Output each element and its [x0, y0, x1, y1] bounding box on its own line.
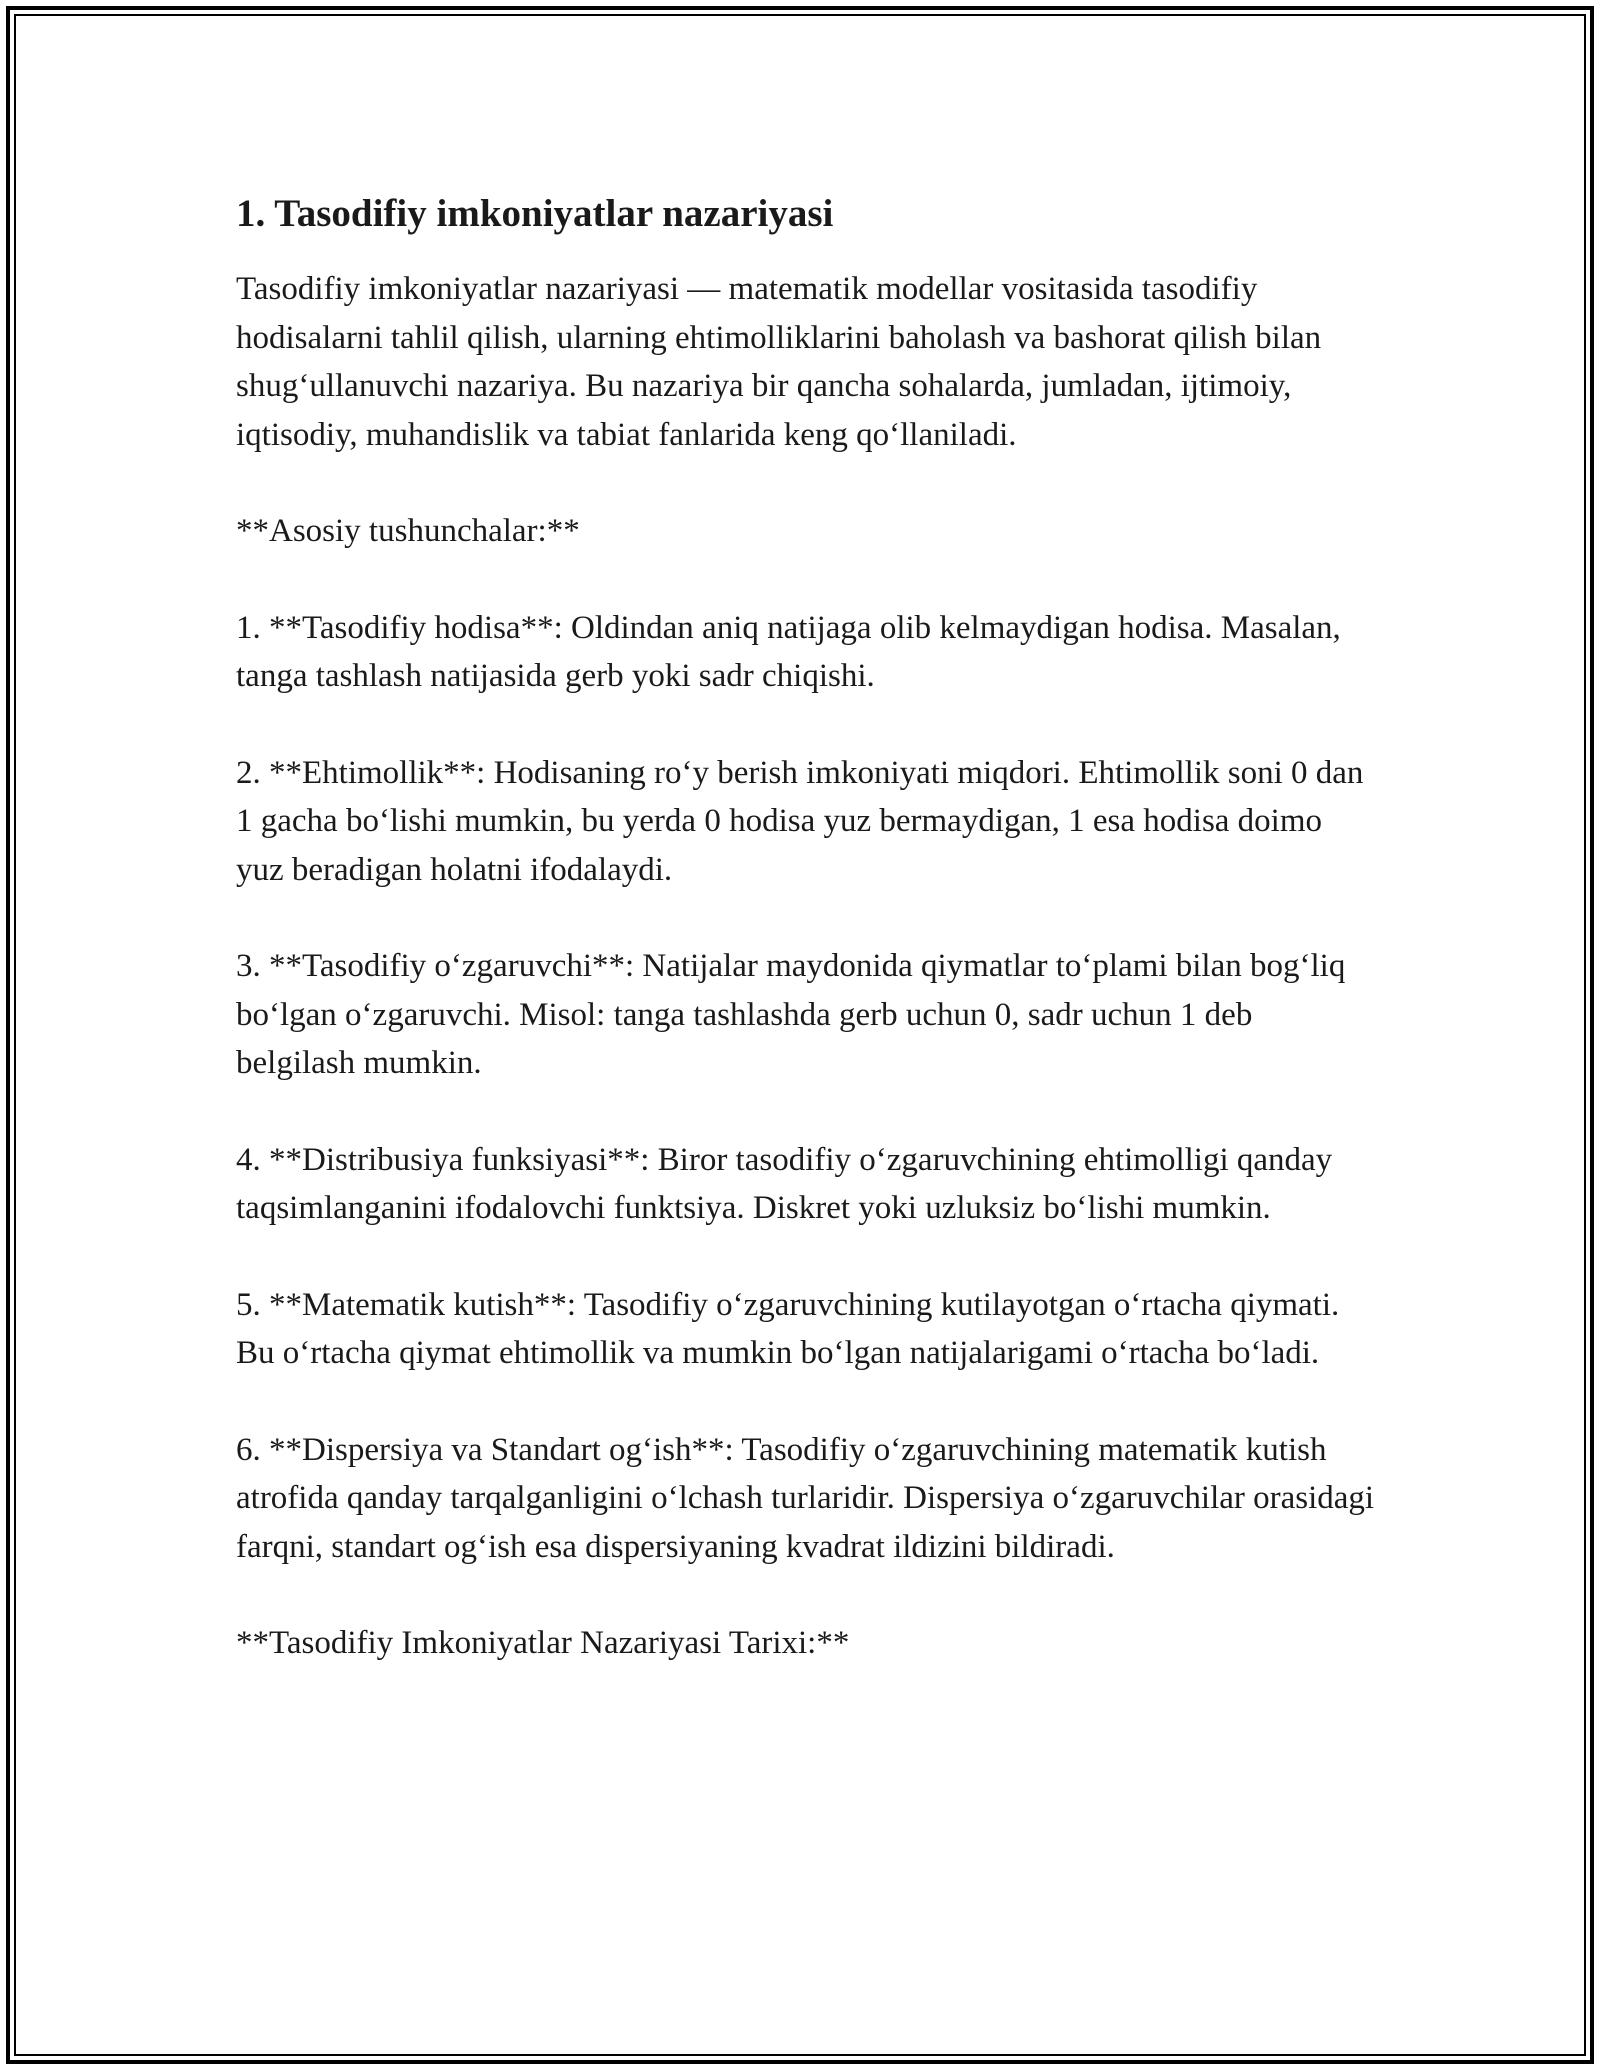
history-heading: **Tasodifiy Imkoniyatlar Nazariyasi Tarixi:**	[236, 1625, 850, 1661]
concept-item-2: 2. **Ehtimollik**: Hodisaning ro‘y berish imkoniyati miqdori. Ehtimollik soni 0 dan 1 gacha bo‘lishi mumkin, bu yerda 0 hodisa yuz bermaydigan, 1 esa hodisa doimo yuz beradigan holatni ifodalaydi.	[236, 754, 1364, 888]
concept-item-4: 4. **Distribusiya funksiyasi**: Biror tasodifiy o‘zgaruvchining ehtimolligi qanday taqsimlanganini ifodalovchi funktsiya. Diskret yoki uzluksiz bo‘lishi mumkin.	[236, 1141, 1333, 1226]
concept-item-6: 6. **Dispersiya va Standart og‘ish**: Tasodifiy o‘zgaruvchining matematik kutish atrofida qanday tarqalganligini o‘lchash turlaridir. Dispersiya o‘zgaruvchilar orasidagi farqni, standart og‘ish esa dispersiyaning kvadrat ildizini bildiradi.	[236, 1431, 1375, 1565]
concept-item-5: 5. **Matematik kutish**: Tasodifiy o‘zgaruvchining kutilayotgan o‘rtacha qiymati. Bu o‘rtacha qiymat ehtimollik va mumkin bo‘lgan natijalarigami o‘rtacha bo‘ladi.	[236, 1286, 1340, 1371]
concepts-heading: **Asosiy tushunchalar:**	[236, 513, 580, 549]
section-title: 1. Tasodifiy imkoniyatlar nazariyasi	[236, 192, 834, 235]
intro-paragraph: Tasodifiy imkoniyatlar nazariyasi — matematik modellar vositasida tasodifiy hodisalarni tahlil qilish, ularning ehtimolliklarini baholash va bashorat qilish bilan shug‘ullanuvchi nazariya. Bu nazariya bir qancha sohalarda, jumladan, ijtimoiy, iqtisodiy, muhandislik va tabiat fanlarida keng qo‘llaniladi.	[236, 271, 1322, 453]
concept-item-3: 3. **Tasodifiy o‘zgaruvchi**: Natijalar maydonida qiymatlar to‘plami bilan bog‘liq bo‘lgan o‘zgaruvchi. Misol: tanga tashlashda gerb uchun 0, sadr uchun 1 deb belgilash mumkin.	[236, 948, 1346, 1081]
document-body	[236, 185, 1376, 1668]
concept-item-1: 1. **Tasodifiy hodisa**: Oldindan aniq natijaga olib kelmaydigan hodisa. Masalan, tanga tashlash natijasida gerb yoki sadr chiqishi.	[236, 609, 1341, 694]
